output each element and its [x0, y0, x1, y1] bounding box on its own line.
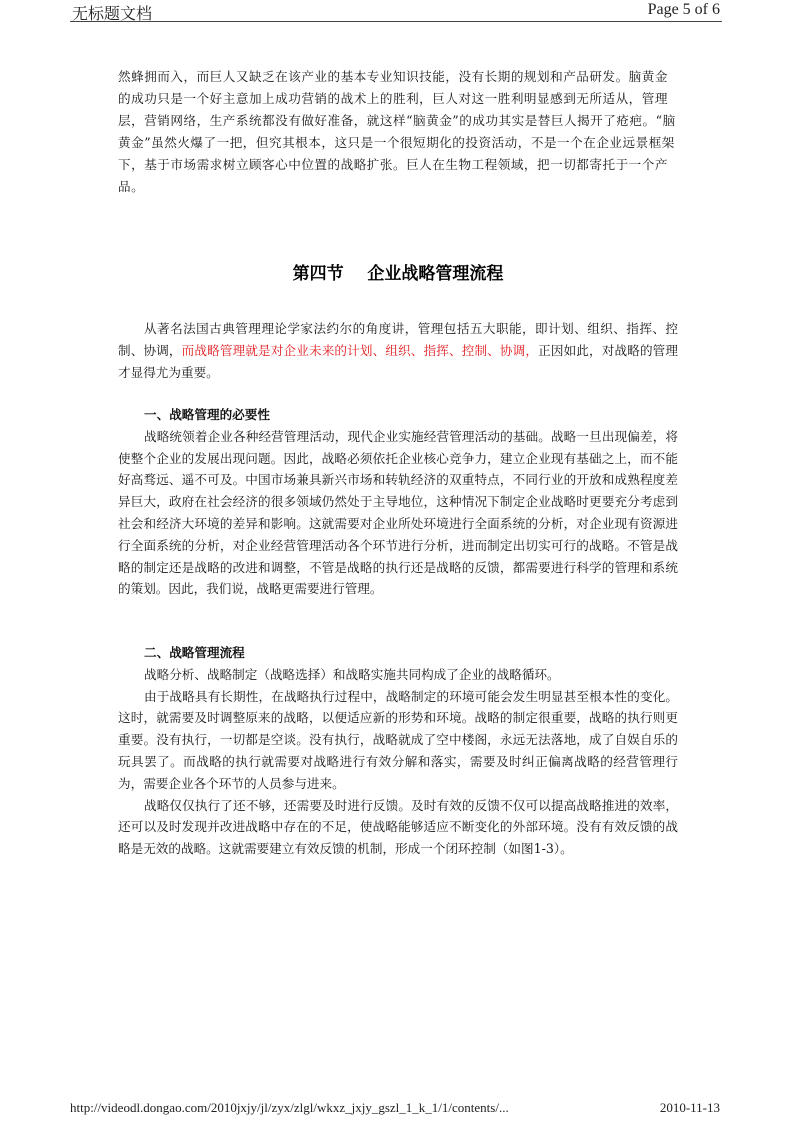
lead-highlight: 而战略管理就是对企业未来的计划、组织、指挥、控制、协调，: [181, 342, 539, 358]
part2-paragraph-1: 战略分析、战略制定（战略选择）和战略实施共同构成了企业的战略循环。: [144, 666, 560, 682]
part-necessity: [118, 404, 678, 600]
part-process: [118, 642, 678, 860]
footer-url: http://videodl.dongao.com/2010jxjy/jl/zyx/zlgl/wkxz_jxjy_gszl_1_k_1/1/contents/...: [70, 1100, 509, 1115]
page-indicator: Page 5 of 6: [647, 1, 720, 18]
header-divider: [70, 21, 722, 22]
part2-heading: 二、战略管理流程: [144, 645, 245, 660]
part2-paragraph-3: 战略仅仅执行了还不够，还需要及时进行反馈。及时有效的反馈不仅可以提高战略推进的效率，还可以及时发现并改进战略中存在的不足，使战略能够适应不断变化的外部环境。没有有效反馈的战略是无效的战略。这就需要建立有效反馈的机制，形成一个闭环控制（如图1-3）。: [118, 797, 678, 857]
document-title: 无标题文档: [72, 4, 153, 23]
lead-text-start: 从著名法国古典管理理论学家法约尔的角度讲，管理包括五大职能，即计划、组织、指挥、控制、协调，: [118, 321, 678, 358]
section-lead: [118, 318, 678, 383]
part1-heading: 一、战略管理的必要性: [144, 407, 270, 422]
page-header: [0, 0, 794, 22]
intro-paragraph: 然蜂拥而入，而巨人又缺乏在该产业的基本专业知识技能，没有长期的规划和产品研发。脑黄金的成功只是一个好主意加上成功营销的战术上的胜利，巨人对这一胜利明显感到无所适从，管理层，营销网络，生产系统都没有做好准备，就这样“脑黄金”的成功其实是替巨人揭开了疮疤。“脑黄金”虽然火爆了一把，但究其根本，这只是一个很短期化的投资活动，不是一个在企业远景框架下，基于市场需求树立顾客心中位置的战略扩张。巨人在生物工程领域，把一切都寄托于一个产品。: [118, 69, 676, 194]
intro-block: [118, 66, 678, 198]
section-title: 第四节 企业战略管理流程: [292, 264, 504, 284]
footer-date: 2010-11-13: [659, 1100, 720, 1115]
part2-paragraph-2: 由于战略具有长期性，在战略执行过程中，战略制定的环境可能会发生明显甚至根本性的变化。这时，就需要及时调整原来的战略，以便适应新的形势和环境。战略的制定很重要，战略的执行则更重要。没有执行，一切都是空谈。没有执行，战略就成了空中楼阁，永远无法落地，成了自娱自乐的玩具罢了。而战略的执行就需要对战略进行有效分解和落实，需要及时纠正偏离战略的经营管理行为，需要企业各个环节的人员参与进来。: [118, 688, 678, 791]
part1-paragraph: 战略统领着企业各种经营管理活动，现代企业实施经营管理活动的基础。战略一旦出现偏差，将使整个企业的发展出现问题。因此，战略必须依托企业核心竞争力，建立企业现有基础之上，而不能好高骛远、遥不可及。中国市场兼具新兴市场和转轨经济的双重特点，不同行业的开放和成熟程度差异巨大，政府在社会经济的很多领域仍然处于主导地位，这种情况下制定企业战略时更要充分考虑到社会和经济大环境的差异和影响。这就需要对企业所处环境进行全面系统的分析，对企业现有资源进行全面系统的分析，对企业经营管理活动各个环节进行分析，进而制定出切实可行的战略。不管是战略的制定还是战略的改进和调整，不管是战略的执行还是战略的反馈，都需要进行科学的管理和系统的策划。因此，我们说，战略更需要进行管理。: [118, 428, 678, 597]
lead-text-end: 正因如此，对战略的管理才显得尤为重要。: [118, 342, 679, 380]
lead-paragraph: [118, 318, 678, 383]
